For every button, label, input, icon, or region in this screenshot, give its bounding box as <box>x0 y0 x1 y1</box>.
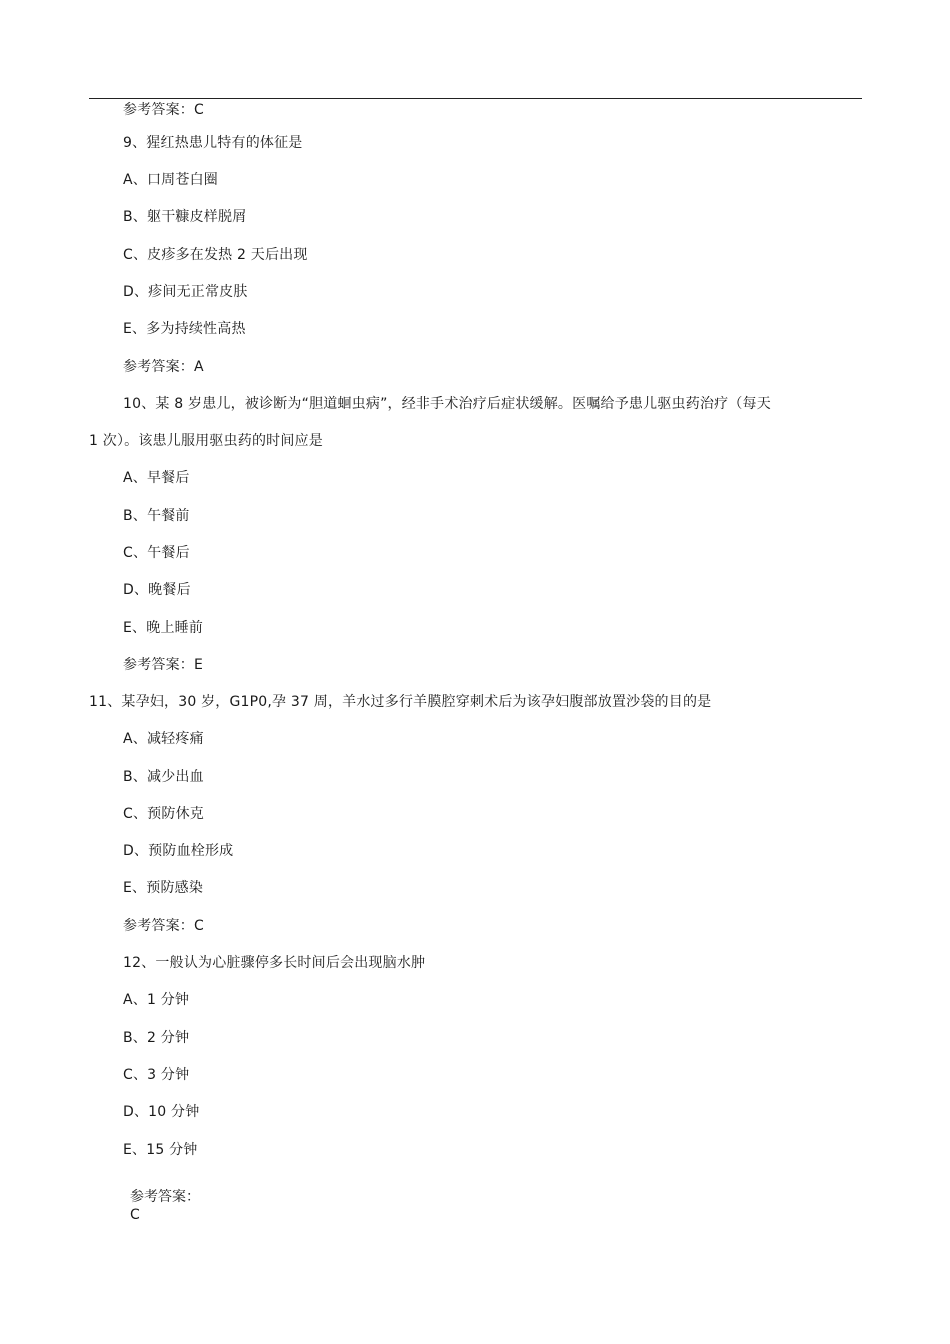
question-11-answer: 参考答案：C <box>123 918 204 934</box>
question-10-option-e: E、晚上睡前 <box>123 620 204 636</box>
question-11-option-d: D、预防血栓形成 <box>123 843 234 859</box>
question-12-option-a: A、1 分钟 <box>123 992 190 1008</box>
question-11-title: 11、某孕妇，30 岁，G1P0,孕 37 周，羊水过多行羊膜腔穿刺术后为该孕妇腹部放置沙袋的目的是 <box>89 694 712 710</box>
question-10-option-d: D、晚餐后 <box>123 582 191 598</box>
question-9-answer: 参考答案：A <box>123 359 204 375</box>
question-12-option-c: C、3 分钟 <box>123 1067 190 1083</box>
question-11-option-a: A、减轻疼痛 <box>123 731 204 747</box>
question-9-option-c: C、皮疹多在发热 2 天后出现 <box>123 247 308 263</box>
question-12-option-e: E、15 分钟 <box>123 1142 198 1158</box>
answer-prev: 参考答案：C <box>123 102 204 118</box>
question-11-option-b: B、减少出血 <box>123 769 204 785</box>
question-9-title: 9、猩红热患儿特有的体征是 <box>123 135 303 151</box>
question-9-option-d: D、疹间无正常皮肤 <box>123 284 248 300</box>
question-10-title-line2: 1 次）。该患儿服用驱虫药的时间应是 <box>89 433 323 449</box>
question-10-option-b: B、午餐前 <box>123 508 190 524</box>
question-9-option-e: E、多为持续性高热 <box>123 321 246 337</box>
question-10-option-a: A、早餐后 <box>123 470 190 486</box>
question-12-answer-value: C <box>130 1207 140 1223</box>
question-9-option-b: B、躯干糠皮样脱屑 <box>123 209 247 225</box>
question-12-answer-label: 参考答案： <box>130 1189 200 1205</box>
question-11-option-c: C、预防休克 <box>123 806 204 822</box>
header-rule <box>89 98 862 99</box>
question-11-option-e: E、预防感染 <box>123 880 204 896</box>
question-10-answer: 参考答案：E <box>123 657 204 673</box>
question-10-title-line1: 10、某 8 岁患儿，被诊断为“胆道蛔虫病”，经非手术治疗后症状缓解。医嘱给予患儿驱虫药治疗（每天 <box>123 396 771 412</box>
question-12-answer <box>130 1188 200 1224</box>
question-10-option-c: C、午餐后 <box>123 545 190 561</box>
question-12-title: 12、一般认为心脏骤停多长时间后会出现脑水肿 <box>123 955 426 971</box>
question-12-option-b: B、2 分钟 <box>123 1030 190 1046</box>
question-9-option-a: A、口周苍白圈 <box>123 172 218 188</box>
question-12-option-d: D、10 分钟 <box>123 1104 200 1120</box>
